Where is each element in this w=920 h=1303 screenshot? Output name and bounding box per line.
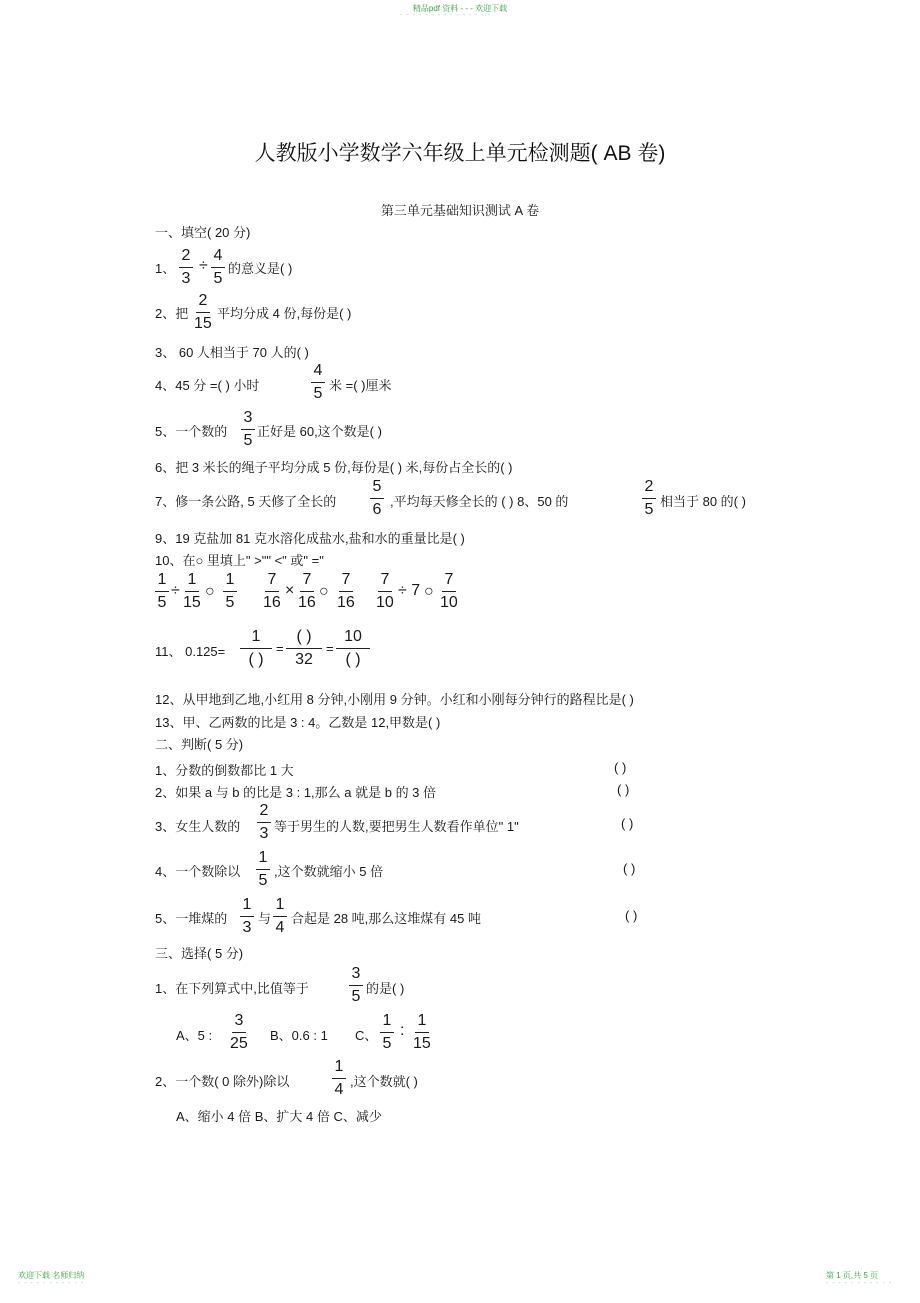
q10a-fraction-2 (183, 572, 201, 611)
choice-q1-option-c: C、 (355, 1028, 378, 1043)
choice-q1-text: 的是( ) (366, 981, 405, 996)
numerator: 1 (256, 850, 270, 870)
footer-left: 欢迎下载 名师归纳 (18, 1271, 85, 1280)
q11-fraction-3 (336, 629, 370, 668)
footer-left-dots: - - - - - - - - - - - (18, 1280, 85, 1287)
numerator: 1 (223, 572, 237, 592)
denominator: 16 (263, 594, 281, 611)
q10a-circle: ○ (205, 583, 215, 600)
numerator: 2 (642, 479, 656, 499)
numerator: 4 (211, 248, 225, 268)
q1-fraction-a (179, 248, 193, 287)
q7-prefix: 7、修一条公路, 5 天修了全长的 (155, 494, 337, 509)
q2-prefix: 2、把 (155, 306, 189, 321)
numerator: 2 (257, 803, 271, 823)
denominator: 5 (258, 872, 268, 889)
q11-equals-2: = (326, 641, 334, 656)
denominator: 25 (230, 1035, 248, 1052)
numerator: 3 (349, 966, 363, 986)
header-watermark: 精品pdf 资料 - - - 欢迎下载 (412, 4, 508, 13)
page-subtitle: 第三单元基础知识测试 A 卷 (380, 203, 540, 218)
denominator: ( ) (248, 651, 264, 668)
q10c-fraction-1 (376, 572, 394, 611)
numerator: 1 (415, 1013, 429, 1033)
denominator: 3 (242, 919, 252, 936)
q11-equals-1: = (276, 641, 284, 656)
judge-q3-fraction (257, 803, 271, 842)
q10c-circle: ○ (424, 583, 434, 600)
q10b-circle: ○ (319, 583, 329, 600)
q3-text: 3、 60 人相当于 70 人的( ) (155, 345, 309, 360)
choice-q2-options: A、缩小 4 倍 B、扩大 4 倍 C、减少 (176, 1109, 382, 1124)
choice-q1-option-b: B、0.6 : 1 (270, 1028, 328, 1043)
q10b-fraction-2 (298, 572, 316, 611)
judge-q2-answer: ( ) (617, 782, 630, 797)
judge-q5-prefix: 5、一堆煤的 (155, 911, 228, 926)
q10a-fraction-3 (223, 572, 237, 611)
numerator: 1 (240, 629, 272, 649)
choice-q1-option-c-fraction-2 (413, 1013, 431, 1052)
header-dots: - - - - - - - - - - - - - - - (400, 12, 492, 19)
section1-heading: 一、填空( 20 分) (155, 225, 251, 240)
judge-q4-text: ,这个数就缩小 5 倍 (274, 864, 384, 879)
denominator: 10 (440, 594, 458, 611)
numerator: 2 (196, 293, 210, 313)
choice-q1-option-c-colon: : (400, 1022, 405, 1039)
denominator: ( ) (345, 651, 361, 668)
numerator: 1 (332, 1059, 346, 1079)
numerator: 2 (179, 248, 193, 268)
q11-fraction-2 (286, 629, 322, 668)
q10a-fraction-1 (155, 572, 169, 611)
choice-q1-prefix: 1、在下列算式中,比值等于 (155, 981, 309, 996)
q11-prefix: 11、 0.125= (155, 644, 226, 659)
choice-q1-option-a-fraction (230, 1013, 248, 1052)
denominator: 15 (183, 594, 201, 611)
denominator: 10 (376, 594, 394, 611)
numerator: 10 (336, 629, 370, 649)
section2-heading: 二、判断( 5 分) (155, 737, 244, 752)
q7-text: ,平均每天修全长的 ( ) 8、50 的 (390, 494, 569, 509)
denominator: 5 (351, 988, 361, 1005)
q1-operator: ÷ (199, 257, 208, 274)
judge-q3-text: 等于男生的人数,要把男生人数看作单位" 1" (274, 819, 519, 834)
judge-q5-fraction-2 (273, 897, 287, 936)
q10b-fraction-1 (263, 572, 281, 611)
judge-q4-prefix: 4、一个数除以 (155, 864, 241, 879)
denominator: 5 (243, 432, 253, 449)
q1-text: 的意义是( ) (228, 261, 293, 276)
numerator: 4 (311, 363, 325, 383)
numerator: 1 (240, 897, 254, 917)
q10a-operator: ÷ (171, 582, 180, 599)
q10b-operator: × (285, 582, 295, 599)
q1-prefix: 1、 (155, 261, 176, 276)
denominator: 6 (372, 501, 382, 518)
q4-prefix: 4、45 分 =( ) 小时 (155, 378, 260, 393)
denominator: 4 (275, 919, 285, 936)
q12-text: 12、从甲地到乙地,小红用 8 分钟,小刚用 9 分钟。小红和小刚每分钟行的路程比是( ) (155, 692, 634, 707)
denominator: 15 (194, 315, 212, 332)
section3-heading: 三、选择( 5 分) (155, 946, 244, 961)
choice-q1-fraction (349, 966, 363, 1005)
q7-fraction-a (370, 479, 384, 518)
choice-q2-fraction (332, 1059, 346, 1098)
q11-fraction-1 (240, 629, 272, 668)
denominator: 5 (157, 594, 167, 611)
numerator: ( ) (286, 629, 322, 649)
numerator: 1 (273, 897, 287, 917)
q2-fraction (194, 293, 212, 332)
q2-text: 平均分成 4 份,每份是( ) (217, 306, 352, 321)
q4-text: 米 =( )厘米 (329, 378, 392, 393)
judge-q4-fraction (256, 850, 270, 889)
denominator: 15 (413, 1035, 431, 1052)
q1-fraction-b (211, 248, 225, 287)
judge-q5-connector: 与 (258, 911, 272, 926)
q8-fraction (642, 479, 656, 518)
q9-text: 9、19 克盐加 81 克水溶化成盐水,盐和水的重量比是( ) (155, 531, 465, 546)
denominator: 3 (259, 825, 269, 842)
choice-q1-option-c-fraction-1 (380, 1013, 394, 1052)
q10c-operator: ÷ 7 (398, 582, 421, 599)
denominator: 32 (295, 651, 313, 668)
q10b-fraction-3 (337, 572, 355, 611)
q5-prefix: 5、一个数的 (155, 424, 228, 439)
judge-q2-text: 2、如果 a 与 b 的比是 3 : 1,那么 a 就是 b 的 3 倍 (155, 785, 437, 800)
q10-text: 10、在○ 里填上" >"" <" 或" =" (155, 553, 324, 568)
numerator: 1 (185, 572, 199, 592)
numerator: 5 (370, 479, 384, 499)
denominator: 5 (225, 594, 235, 611)
judge-q5-text: 合起是 28 吨,那么这堆煤有 45 吨 (291, 911, 481, 926)
denominator: 3 (181, 270, 191, 287)
judge-q3-answer: ( ) (621, 816, 634, 831)
judge-q3-prefix: 3、女生人数的 (155, 819, 241, 834)
judge-q4-answer: ( ) (623, 861, 636, 876)
judge-q1-answer: ( ) (614, 760, 627, 775)
denominator: 5 (644, 501, 654, 518)
numerator: 3 (241, 410, 255, 430)
footer-page-number: 第 1 页,共 5 页 (826, 1271, 879, 1280)
numerator: 7 (442, 572, 456, 592)
q13-text: 13、甲、乙两数的比是 3 : 4。乙数是 12,甲数是( ) (155, 715, 441, 730)
judge-q5-answer: ( ) (625, 908, 638, 923)
denominator: 5 (213, 270, 223, 287)
q5-fraction (241, 410, 255, 449)
numerator: 7 (265, 572, 279, 592)
denominator: 16 (298, 594, 316, 611)
denominator: 4 (334, 1081, 344, 1098)
choice-q2-prefix: 2、一个数( 0 除外)除以 (155, 1074, 290, 1089)
q10c-fraction-2 (440, 572, 458, 611)
page-title: 人教版小学数学六年级上单元检测题( AB 卷) (254, 142, 666, 165)
judge-q1-text: 1、分数的倒数都比 1 大 (155, 763, 294, 778)
denominator: 5 (313, 385, 323, 402)
denominator: 5 (382, 1035, 392, 1052)
choice-q2-text: ,这个数就( ) (350, 1074, 418, 1089)
q4-fraction (311, 363, 325, 402)
numerator: 7 (300, 572, 314, 592)
numerator: 7 (378, 572, 392, 592)
numerator: 1 (155, 572, 169, 592)
q5-text: 正好是 60,这个数是( ) (257, 424, 382, 439)
numerator: 3 (232, 1013, 246, 1033)
choice-q1-option-a: A、5 : (176, 1028, 213, 1043)
numerator: 7 (339, 572, 353, 592)
judge-q5-fraction-1 (240, 897, 254, 936)
q8-text: 相当于 80 的( ) (660, 494, 746, 509)
footer-right-dots: - - - - - - - - - - - (826, 1280, 893, 1287)
q6-text: 6、把 3 米长的绳子平均分成 5 份,每份是( ) 米,每份占全长的( ) (155, 460, 513, 475)
numerator: 1 (380, 1013, 394, 1033)
denominator: 16 (337, 594, 355, 611)
